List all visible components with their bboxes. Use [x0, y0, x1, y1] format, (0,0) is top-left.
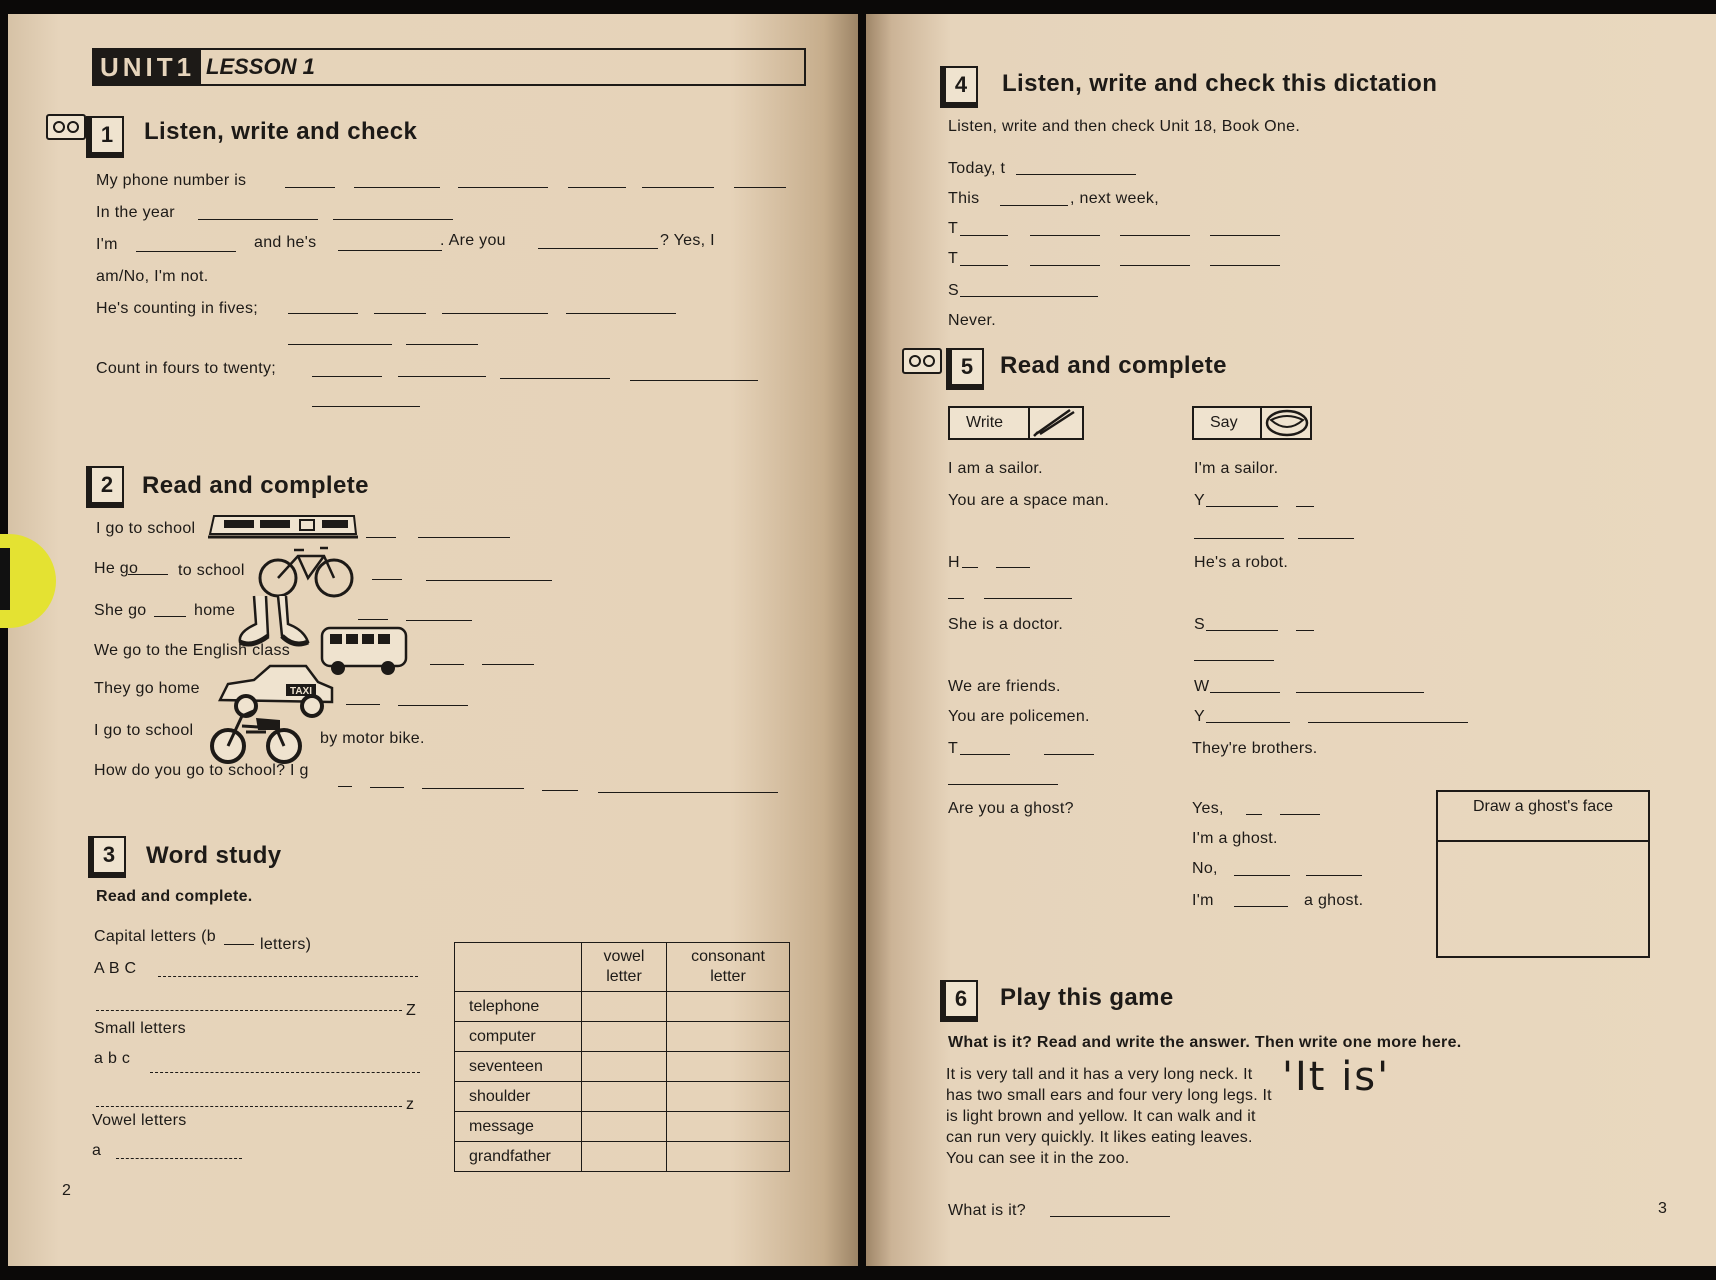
left-page: [8, 14, 858, 1266]
write-line-3: H: [948, 554, 960, 571]
table-cell[interactable]: [582, 1052, 667, 1082]
table-header-vowel: vowel letter: [582, 943, 667, 992]
blank[interactable]: [630, 380, 758, 381]
blank[interactable]: [1306, 875, 1362, 876]
answer-blank[interactable]: [1050, 1216, 1170, 1217]
unit-logo: UNIT1: [94, 50, 201, 84]
write-line-5: We are friends.: [948, 678, 1061, 695]
blank[interactable]: [458, 187, 548, 188]
blank[interactable]: [333, 219, 453, 220]
blank[interactable]: [288, 344, 392, 345]
blank[interactable]: [288, 313, 358, 314]
capital-start: A B C: [94, 960, 137, 977]
blank[interactable]: [598, 792, 778, 793]
say-line-2: Y: [1194, 492, 1205, 509]
blank[interactable]: [948, 598, 964, 599]
small-start: a b c: [94, 1050, 131, 1067]
blank[interactable]: [426, 580, 552, 581]
blank[interactable]: [116, 1158, 242, 1159]
taxi-label: TAXI: [289, 686, 313, 697]
blank[interactable]: [538, 248, 658, 249]
table-word: telephone: [455, 992, 582, 1022]
capital-end: Z: [406, 1002, 417, 1019]
table-cell[interactable]: [582, 992, 667, 1022]
blank[interactable]: [1206, 506, 1278, 507]
say-line-10: No,: [1192, 860, 1218, 877]
table-cell[interactable]: [667, 1112, 790, 1142]
page-number-right: 3: [1658, 1200, 1667, 1217]
table-word: shoulder: [455, 1082, 582, 1112]
game-riddle-text: It is very tall and it has a very long neck. It has two small ears and four very long legs. It is light brown and yellow. It can walk and it can run very quickly. It likes eating leaves. You can see it in the zoo.: [946, 1066, 1272, 1167]
say-line-3: He's a robot.: [1194, 554, 1289, 571]
vowel-start: a: [92, 1142, 102, 1159]
ex1-line-areyou: . Are you: [440, 232, 506, 249]
page-number-left: 2: [62, 1182, 71, 1199]
blank[interactable]: [1206, 630, 1278, 631]
blank[interactable]: [1000, 205, 1068, 206]
ex2-title: Read and complete: [142, 472, 369, 499]
blank[interactable]: [406, 620, 472, 621]
table-cell[interactable]: [582, 1142, 667, 1172]
blank[interactable]: [372, 579, 402, 580]
blank[interactable]: [1234, 906, 1288, 907]
ex5-number: 5: [946, 348, 984, 390]
table-row: [455, 1142, 790, 1172]
ex4-title: Listen, write and check this dictation: [1002, 70, 1438, 97]
ex1-line-year: In the year: [96, 204, 175, 221]
say-line-7: They're brothers.: [1192, 740, 1318, 757]
blank[interactable]: [960, 265, 1008, 266]
table-row: [455, 1082, 790, 1112]
table-header-empty: [455, 943, 582, 992]
say-line-6: Y: [1194, 708, 1205, 725]
blank[interactable]: [960, 754, 1010, 755]
blank[interactable]: [406, 344, 478, 345]
blank[interactable]: [418, 537, 510, 538]
table-cell[interactable]: [667, 1052, 790, 1082]
motorbike-icon: [206, 702, 306, 766]
ghost-drawing-box[interactable]: [1436, 790, 1650, 958]
blank[interactable]: [1206, 722, 1290, 723]
write-line-7: T: [948, 740, 959, 757]
ex4-line-never: Never.: [948, 312, 997, 329]
blank[interactable]: [285, 187, 335, 188]
table-cell[interactable]: [667, 1142, 790, 1172]
right-page: [866, 14, 1716, 1266]
ex6-question: What is it?: [948, 1202, 1026, 1219]
ex4-line-this: This: [948, 190, 980, 207]
ex2-line-5: They go home: [94, 680, 200, 697]
ex1-title: Listen, write and check: [144, 118, 418, 145]
blank[interactable]: [1296, 692, 1424, 693]
write-line-2: You are a space man.: [948, 492, 1110, 509]
blank[interactable]: [500, 378, 610, 379]
ex3-instruction: Read and complete.: [96, 888, 253, 905]
ex2-line-3b: home: [194, 602, 236, 619]
table-cell[interactable]: [667, 1022, 790, 1052]
say-line-8: Yes,: [1192, 800, 1224, 817]
ex4-line-t1: T: [948, 220, 959, 237]
blank[interactable]: [568, 187, 626, 188]
say-line-4: S: [1194, 616, 1205, 633]
vowel-label: Vowel letters: [92, 1112, 187, 1129]
blank[interactable]: [398, 376, 486, 377]
ex3-number: 3: [88, 836, 126, 878]
blank[interactable]: [1016, 174, 1136, 175]
handwritten-answer: 'It is': [1282, 1054, 1391, 1100]
blank[interactable]: [128, 574, 168, 575]
write-line-8: Are you a ghost?: [948, 800, 1074, 817]
table-word: grandfather: [455, 1142, 582, 1172]
table-cell[interactable]: [667, 992, 790, 1022]
table-cell[interactable]: [582, 1022, 667, 1052]
ex1-line-im: I'm: [96, 236, 118, 253]
table-header-consonant: consonant letter: [667, 943, 790, 992]
blank[interactable]: [442, 313, 548, 314]
table-cell[interactable]: [667, 1082, 790, 1112]
blank[interactable]: [566, 313, 676, 314]
blank[interactable]: [1210, 265, 1280, 266]
blank[interactable]: [374, 313, 426, 314]
capital-label: Capital letters (b: [94, 928, 216, 945]
blank[interactable]: [338, 786, 352, 787]
ex1-number: 1: [86, 116, 124, 158]
pencil-icon: [1028, 408, 1084, 438]
blank[interactable]: [158, 976, 418, 977]
mouth-icon: [1260, 408, 1312, 438]
write-line-1: I am a sailor.: [948, 460, 1043, 477]
write-box: [948, 406, 1084, 440]
ex6-instruction: What is it? Read and write the answer. Then write one more here.: [948, 1034, 1462, 1051]
ex6-title: Play this game: [1000, 984, 1174, 1011]
ex2-line-1: I go to school: [96, 520, 196, 537]
ex1-line-phone: My phone number is: [96, 172, 247, 189]
blank[interactable]: [312, 406, 420, 407]
ex4-line-s: S: [948, 282, 959, 299]
write-line-4: She is a doctor.: [948, 616, 1064, 633]
table-cell[interactable]: [582, 1082, 667, 1112]
blank[interactable]: [312, 376, 382, 377]
ex4-line-today: Today, t: [948, 160, 1006, 177]
table-row: [455, 1112, 790, 1142]
blank[interactable]: [642, 187, 714, 188]
blank[interactable]: [1210, 692, 1280, 693]
blank[interactable]: [422, 788, 524, 789]
blank[interactable]: [1030, 235, 1100, 236]
blank[interactable]: [150, 1072, 420, 1073]
ex4-instruction: Listen, write and then check Unit 18, Book One.: [948, 118, 1301, 135]
table-row: [455, 1022, 790, 1052]
ex1-line-fives: He's counting in fives;: [96, 300, 259, 317]
blank[interactable]: [482, 664, 534, 665]
ex4-line-nextweek: , next week,: [1070, 190, 1159, 207]
blank[interactable]: [358, 619, 388, 620]
ex2-line-6a: I go to school: [94, 722, 194, 739]
blank[interactable]: [960, 235, 1008, 236]
ex4-line-t2: T: [948, 250, 959, 267]
blank[interactable]: [224, 944, 254, 945]
say-line-11: I'm: [1192, 892, 1214, 909]
table-word: message: [455, 1112, 582, 1142]
blank[interactable]: [734, 187, 786, 188]
ex6-number: 6: [940, 980, 978, 1022]
ghost-box-label: Draw a ghost's face: [1438, 792, 1648, 842]
blank[interactable]: [370, 787, 404, 788]
blank[interactable]: [1280, 814, 1320, 815]
ex2-line-2b: to school: [178, 562, 245, 579]
blank[interactable]: [1120, 235, 1190, 236]
blank[interactable]: [1296, 630, 1314, 631]
blank[interactable]: [948, 784, 1058, 785]
cassette-icon: [46, 114, 86, 140]
ex2-number: 2: [86, 466, 124, 508]
small-end: z: [406, 1096, 415, 1113]
blank[interactable]: [984, 598, 1072, 599]
blank[interactable]: [346, 704, 380, 705]
blank[interactable]: [366, 537, 396, 538]
blank[interactable]: [1044, 754, 1094, 755]
say-box: [1192, 406, 1312, 440]
ex1-line-fours: Count in fours to twenty;: [96, 360, 277, 377]
blank[interactable]: [430, 664, 464, 665]
cassette-icon: [902, 348, 942, 374]
ex1-line-yes: ? Yes, I: [660, 232, 715, 249]
ex5-title: Read and complete: [1000, 352, 1227, 379]
table-cell[interactable]: [582, 1112, 667, 1142]
ex2-line-3a: She go: [94, 602, 147, 619]
capital-label-end: letters): [260, 936, 312, 953]
ex1-line-hes: and he's: [254, 234, 317, 251]
say-line-1: I'm a sailor.: [1194, 460, 1279, 477]
ex4-number: 4: [940, 66, 978, 108]
ex2-line-6b: by motor bike.: [320, 730, 425, 747]
write-line-6: You are policemen.: [948, 708, 1090, 725]
blank[interactable]: [96, 1106, 402, 1107]
blank[interactable]: [960, 296, 1098, 297]
blank[interactable]: [198, 219, 318, 220]
write-label: Write: [966, 414, 1004, 431]
blank[interactable]: [354, 187, 440, 188]
blank[interactable]: [1296, 506, 1314, 507]
say-label: Say: [1210, 414, 1238, 431]
blank[interactable]: [398, 705, 468, 706]
ex3-title: Word study: [146, 842, 282, 869]
blank[interactable]: [996, 567, 1030, 568]
blank[interactable]: [1194, 538, 1284, 539]
table-row: [455, 1052, 790, 1082]
unit-header: [92, 48, 806, 86]
say-line-12: a ghost.: [1304, 892, 1364, 909]
train-icon: [204, 508, 364, 542]
blank[interactable]: [1030, 265, 1100, 266]
blank[interactable]: [136, 251, 236, 252]
blank[interactable]: [1246, 814, 1262, 815]
blank[interactable]: [1234, 875, 1290, 876]
table-word: seventeen: [455, 1052, 582, 1082]
ex2-line-2a: He go: [94, 560, 139, 577]
bicycle-icon: [258, 542, 354, 600]
ex2-line-4: We go to the English class: [94, 642, 291, 659]
blank[interactable]: [1210, 235, 1280, 236]
blank[interactable]: [1308, 722, 1468, 723]
small-label: Small letters: [94, 1020, 186, 1037]
blank[interactable]: [338, 250, 442, 251]
lesson-title: LESSON 1: [206, 54, 315, 79]
say-line-5: W: [1194, 678, 1210, 695]
blank[interactable]: [1194, 660, 1274, 661]
ex1-line-am: am/No, I'm not.: [96, 268, 209, 285]
table-word: computer: [455, 1022, 582, 1052]
blank[interactable]: [1120, 265, 1190, 266]
say-line-9: I'm a ghost.: [1192, 830, 1278, 847]
blank[interactable]: [542, 790, 578, 791]
blank[interactable]: [96, 1010, 402, 1011]
blank[interactable]: [154, 616, 186, 617]
word-study-table: [454, 942, 790, 1172]
table-row: [455, 992, 790, 1022]
blank[interactable]: [962, 567, 978, 568]
ex2-line-7: How do you go to school? I g: [94, 762, 309, 779]
blank[interactable]: [1298, 538, 1354, 539]
